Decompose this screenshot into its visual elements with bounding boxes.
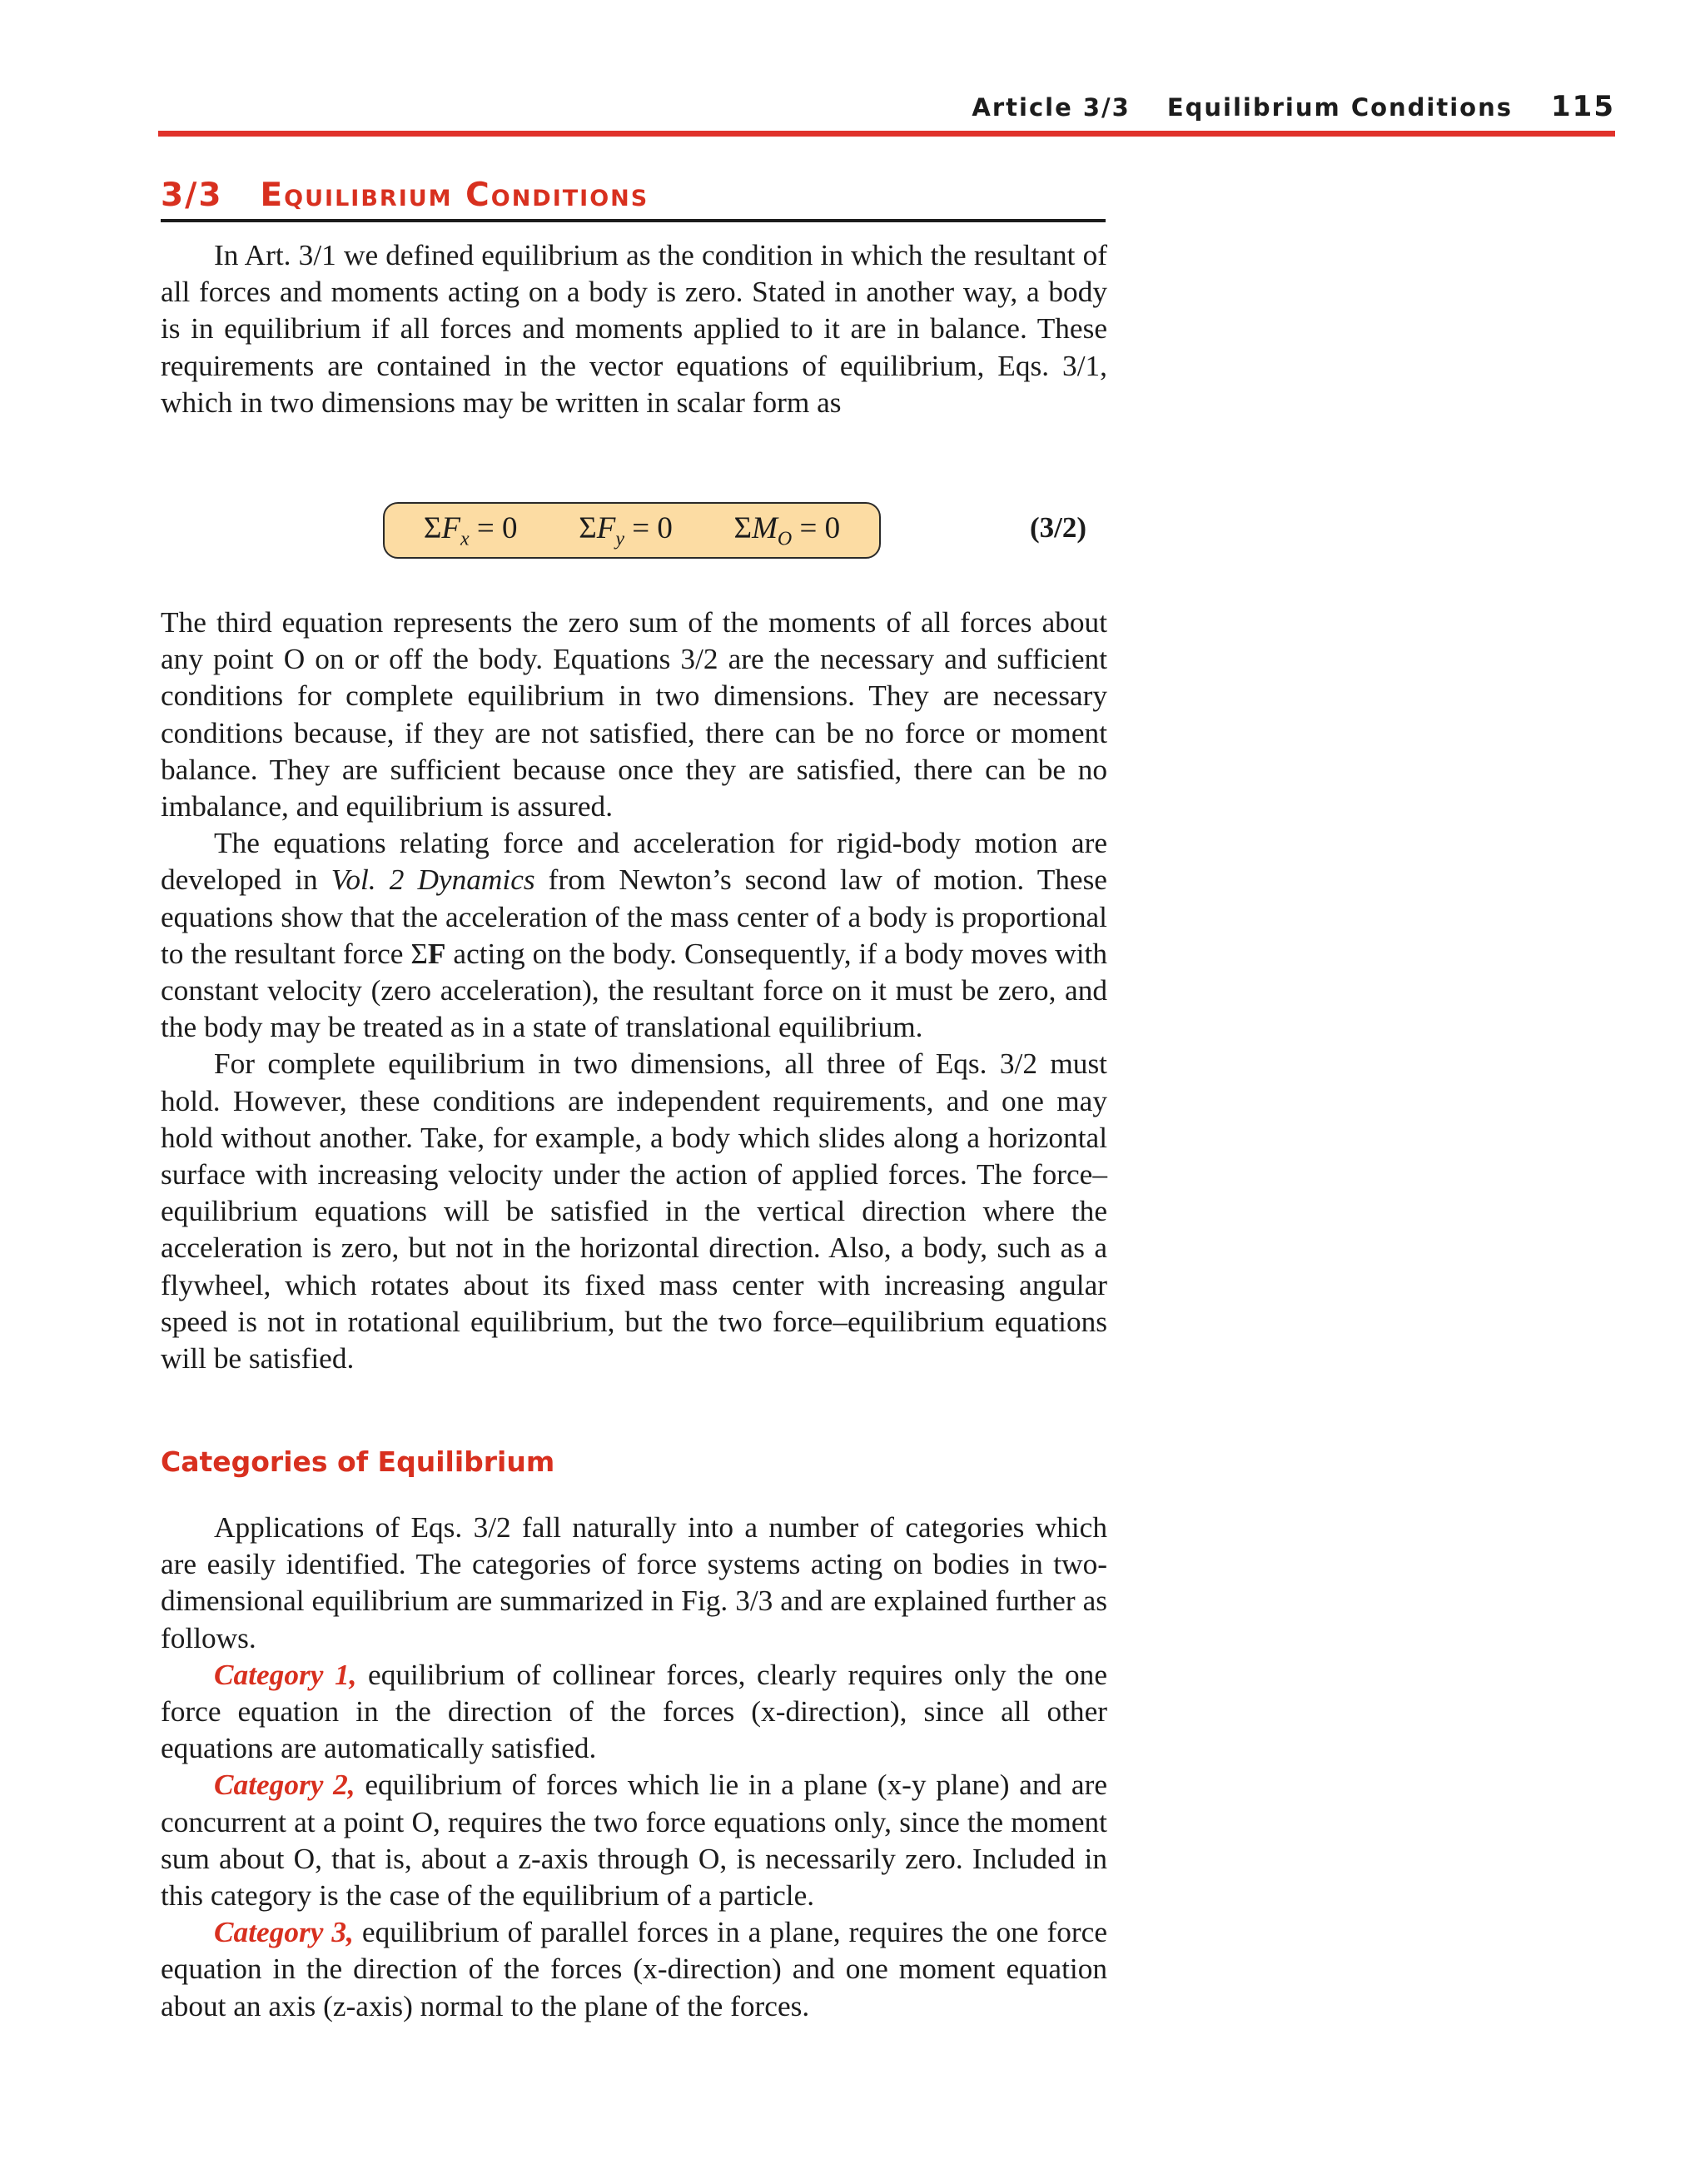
paragraph-complete-equilibrium: For complete equilibrium in two dimensions, all three of Eqs. 3/2 must hold. However, these conditions are independent requirements, and one may hold without another. Take, for example, a body which slides along a horizontal surface with increasing velocity under the action of applied forces. The force–equilibrium equations will be satisfied in the vertical direction where the acceleration is zero, but not in the horizontal direction. Also, a body, such as a flywheel, which rotates about its fixed mass center with increasing angular speed is not in rotational equilibrium, but the two force–equilibrium equations will be satisfied. — [161, 1047, 1107, 1376]
header-rule — [158, 131, 1615, 137]
categories-heading: Categories of Equilibrium — [161, 1445, 555, 1478]
category-1-label: Category 1, — [214, 1658, 357, 1691]
section-title: Equilibrium Conditions — [260, 177, 649, 214]
section-rule — [161, 219, 1106, 222]
article-label: Article 3/3 — [972, 93, 1131, 122]
category-2-paragraph: Category 2, equilibrium of forces which lie in a plane (x-y plane) and are concurrent at a point O, requires the two force equations only, since the moment sum about O, that is, about a z-axis through O, is necessarily zero. Included in this category is the case of the equilibrium of a particle. — [161, 1769, 1108, 1913]
category-1-paragraph: Category 1, equilibrium of collinear forces, clearly requires only the one force equation in the direction of the forces (x-direction), since all other equations are automatically satisfied. — [161, 1658, 1107, 1765]
equation-number: (3/2) — [1030, 511, 1087, 544]
page-number: 115 — [1551, 90, 1615, 123]
equilibrium-discussion — [161, 604, 1107, 1377]
category-3-label: Category 3, — [214, 1916, 354, 1949]
paragraph-dynamics: The equations relating force and acceleration for rigid-body motion are developed in Vol. 2 Dynamics from Newton’s second law of motion. These equations show that the acceleration of the mass center of a body is proportional to the resultant force ΣF acting on the body. Consequently, if a body moves with constant velocity (zero acceleration), the resultant force on it must be zero, and the body may be treated as in a state of translational equilibrium. — [161, 827, 1107, 1044]
running-head — [916, 90, 1615, 132]
equation-fy: $\Sigma F_y = 0$ — [579, 510, 673, 550]
force-vector: F — [427, 937, 446, 970]
categories-block — [161, 1510, 1107, 2025]
categories-intro: Applications of Eqs. 3/2 fall naturally into a number of categories which are easily identified. The categories of force systems acting on bodies in two-dimensional equilibrium are summarized in Fig. 3/3 and are explained further as follows. — [161, 1511, 1107, 1654]
category-3-paragraph: Category 3, equilibrium of parallel forces in a plane, requires the one force equation in the direction of the forces (x-direction) and one moment equation about an axis (z-axis) normal to the plane of the forces. — [161, 1916, 1107, 2022]
category-2-label: Category 2, — [214, 1769, 355, 1802]
section-heading — [161, 177, 1106, 214]
section-number: 3/3 — [161, 177, 223, 214]
book-reference: Vol. 2 Dynamics — [331, 863, 535, 897]
intro-paragraph: In Art. 3/1 we defined equilibrium as the condition in which the resultant of all forces and moments acting on a body is zero. Stated in another way, a body is in equilibrium if all forces and moments applied to it are in balance. These requirements are contained in the vector equations of equilibrium, Eqs. 3/1, which in two dimensions may be written in scalar form as — [161, 239, 1107, 419]
running-title: Equilibrium Conditions — [1166, 93, 1514, 122]
equation-mo: $\Sigma M_O = 0$ — [733, 510, 841, 550]
equation-fx: $\Sigma F_x = 0$ — [423, 510, 518, 550]
intro-block — [161, 237, 1107, 421]
equation-box — [383, 502, 881, 559]
paragraph-third-equation: The third equation represents the zero sum of the moments of all forces about any point O on or off the body. Equations 3/2 are the necessary and sufficient conditions for complete equilibrium in two dimensions. They are necessary conditions because, if they are not satisfied, there can be no force or moment balance. They are sufficient because once they are satisfied, there can be no imbalance, and equilibrium is assured. — [161, 606, 1107, 823]
